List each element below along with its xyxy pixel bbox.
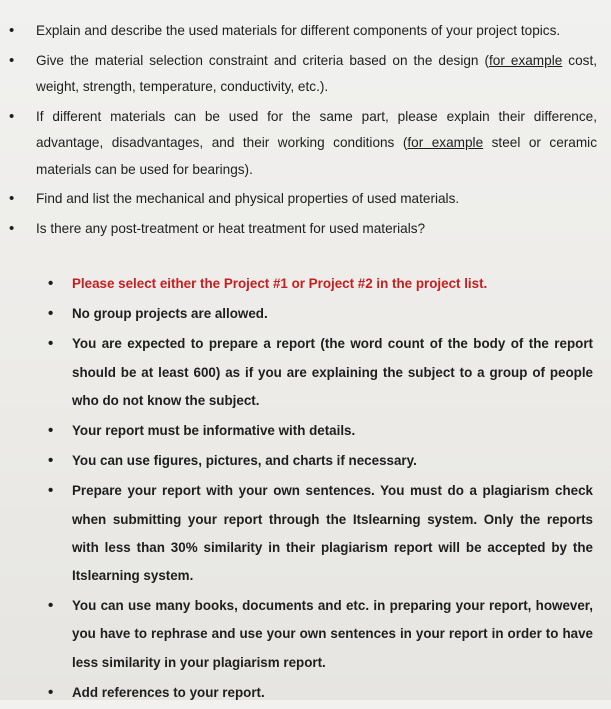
bullet-icon: • (48, 422, 54, 440)
bullet-icon: • (48, 335, 54, 353)
item-text: You are expected to prepare a report (the word count of the body of the report should be at least 600) as if you are explaining the subject to a group of people who do not know the subject. (72, 336, 593, 408)
bullet-icon: • (48, 482, 54, 500)
item-text: Add references to your report. (72, 684, 265, 700)
list-item (0, 18, 611, 45)
list-item (0, 679, 611, 707)
item-text: You can use figures, pictures, and charts if necessary. (72, 453, 417, 469)
list-item-highlight (0, 270, 611, 298)
list-item (0, 300, 611, 328)
item-text: Prepare your report with your own sentences. You must do a plagiarism check when submitting your report through the Itslearning system. Only the reports with less than 30% similarity in their plagiarism report will be accepted by the Itslearning system. (72, 483, 593, 584)
list-item (0, 186, 611, 213)
list-item (0, 216, 611, 243)
list-item (0, 104, 611, 184)
item-text: Find and list the mechanical and physical properties of used materials. (36, 191, 460, 206)
underlined-phrase: for example (407, 135, 484, 150)
bullet-icon: • (9, 107, 15, 125)
list-item (0, 447, 611, 475)
list-item (0, 330, 611, 415)
project-selection-note: Please select either the Project #1 or Project #2 in the project list. (72, 276, 488, 291)
item-text-pre: If different materials can be used for the same part, please explain their difference, advantage, disadvantages, and their working conditions ( (36, 108, 597, 150)
item-text-post: cost, weight, strength, temperature, conductivity, etc.). (36, 52, 597, 94)
item-text-pre: Give the material selection constraint and criteria based on the design ( (36, 52, 490, 68)
intro-bullet-list (0, 18, 611, 245)
rules-bullet-list (0, 270, 611, 709)
item-text: Is there any post-treatment or heat treatment for used materials? (36, 220, 426, 236)
bullet-icon: • (9, 219, 15, 237)
bullet-icon: • (48, 305, 54, 323)
underlined-phrase: for example (489, 52, 563, 68)
list-item (0, 477, 611, 590)
bullet-icon: • (9, 22, 15, 39)
list-item (0, 48, 611, 101)
item-text-post: steel or ceramic materials can be used for bearings). (36, 135, 598, 177)
bullet-icon: • (48, 452, 54, 470)
bullet-icon: • (48, 597, 54, 615)
item-text: No group projects are allowed. (72, 306, 268, 322)
item-text: Your report must be informative with details. (72, 423, 356, 439)
bullet-icon: • (9, 190, 15, 207)
bullet-icon: • (48, 275, 54, 292)
item-text: You can use many books, documents and etc. in preparing your report, however, you have to rephrase and use your own sentences in your report in order to have less similarity in your plagiarism report. (72, 598, 593, 670)
list-item (0, 592, 611, 677)
bullet-icon: • (9, 51, 15, 69)
bullet-icon: • (48, 683, 54, 701)
list-item (0, 417, 611, 445)
item-text: Explain and describe the used materials for different components of your project topics. (36, 23, 561, 38)
